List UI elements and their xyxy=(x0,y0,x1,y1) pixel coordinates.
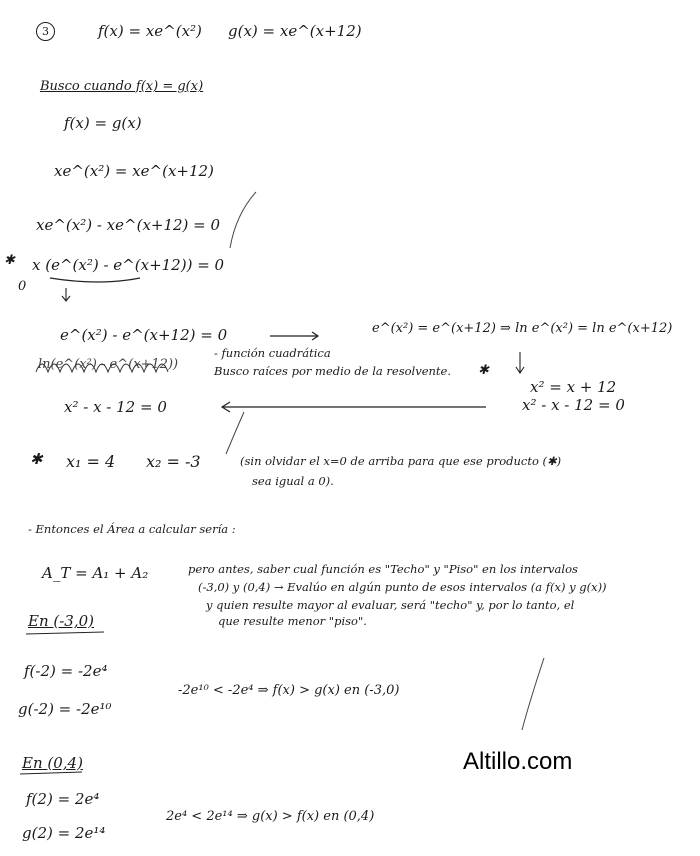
scribble-strike xyxy=(36,364,168,372)
equation-line-4: x (e^(x²) - e^(x+12)) = 0 xyxy=(32,256,225,274)
area-intro: - Entonces el Área a calcular sería : xyxy=(28,522,236,536)
equation-line-2: xe^(x²) = xe^(x+12) xyxy=(54,162,214,180)
down-arrow-icon xyxy=(516,352,524,373)
interval-2-comparison: 2e⁴ < 2e¹⁴ ⇒ g(x) > f(x) en (0,4) xyxy=(166,809,375,824)
equation-line-5: e^(x²) - e^(x+12) = 0 xyxy=(60,326,228,344)
underline-stroke xyxy=(20,772,82,774)
solve-heading: Busco cuando f(x) = g(x) xyxy=(40,79,204,94)
interval-2-label: En (0,4) xyxy=(22,754,83,772)
interval-1-comparison: -2e¹⁰ < -2e⁴ ⇒ f(x) > g(x) en (-3,0) xyxy=(178,683,400,698)
asterisk-mark: ✱ xyxy=(4,253,15,268)
side-derivation-3: x² - x - 12 = 0 xyxy=(522,396,625,414)
stray-stroke xyxy=(226,412,244,454)
interval-1-g-eval: g(-2) = -2e¹⁰ xyxy=(18,700,112,718)
area-note-3: y quien resulte mayor al evaluar, será "techo" y, por lo tanto, el xyxy=(206,598,575,612)
stray-stroke xyxy=(522,658,544,730)
underbrace-stroke xyxy=(50,278,140,282)
area-formula: A_T = A₁ + A₂ xyxy=(42,564,149,582)
root-1: x₁ = 4 xyxy=(66,452,116,471)
interval-1-f-eval: f(-2) = -2e⁴ xyxy=(24,662,108,680)
struck-line: ln(e^(x²) - e^(x+12)) xyxy=(38,357,179,372)
area-note-1: pero antes, saber cual función es "Techo" y "Piso" en los intervalos xyxy=(188,562,578,576)
root-2: x₂ = -3 xyxy=(146,452,201,471)
right-arrow-icon xyxy=(270,332,318,340)
interval-2-f-eval: f(2) = 2e⁴ xyxy=(26,790,100,808)
left-arrow-icon xyxy=(222,402,486,412)
side-derivation-2: x² = x + 12 xyxy=(530,378,617,396)
caveat-line-2: sea igual a 0). xyxy=(252,474,334,488)
watermark: Altillo.com xyxy=(463,748,573,775)
stray-stroke xyxy=(230,192,256,248)
interval-2-g-eval: g(2) = 2e¹⁴ xyxy=(22,824,106,842)
side-derivation-1: e^(x²) = e^(x+12) ⇒ ln e^(x²) = ln e^(x+12) xyxy=(372,321,673,336)
problem-number: 3 xyxy=(36,22,55,41)
caveat-line-1: (sin olvidar el x=0 de arriba para que ese producto (✱) xyxy=(240,454,562,468)
roots-asterisk: ✱ xyxy=(30,450,43,468)
x-equals-zero: 0 xyxy=(18,279,27,294)
note-quadratic: - función cuadrática xyxy=(214,346,331,360)
equation-line-6: x² - x - 12 = 0 xyxy=(64,398,167,416)
equation-line-3: xe^(x²) - xe^(x+12) = 0 xyxy=(36,216,221,234)
g-definition: g(x) = xe^(x+12) xyxy=(228,22,362,40)
down-arrow-icon xyxy=(62,288,70,301)
f-definition: f(x) = xe^(x²) xyxy=(98,22,202,40)
note-resolvent: Busco raíces por medio de la resolvente. xyxy=(214,364,451,378)
underline-stroke xyxy=(26,632,104,634)
interval-1-label: En (-3,0) xyxy=(28,612,95,630)
area-note-4: que resulte menor "piso". xyxy=(218,614,367,628)
equation-line-1: f(x) = g(x) xyxy=(64,114,142,132)
area-note-2: (-3,0) y (0,4) → Evalúo en algún punto de esos intervalos (a f(x) y g(x)) xyxy=(198,580,607,594)
note-asterisk: ✱ xyxy=(478,363,489,378)
